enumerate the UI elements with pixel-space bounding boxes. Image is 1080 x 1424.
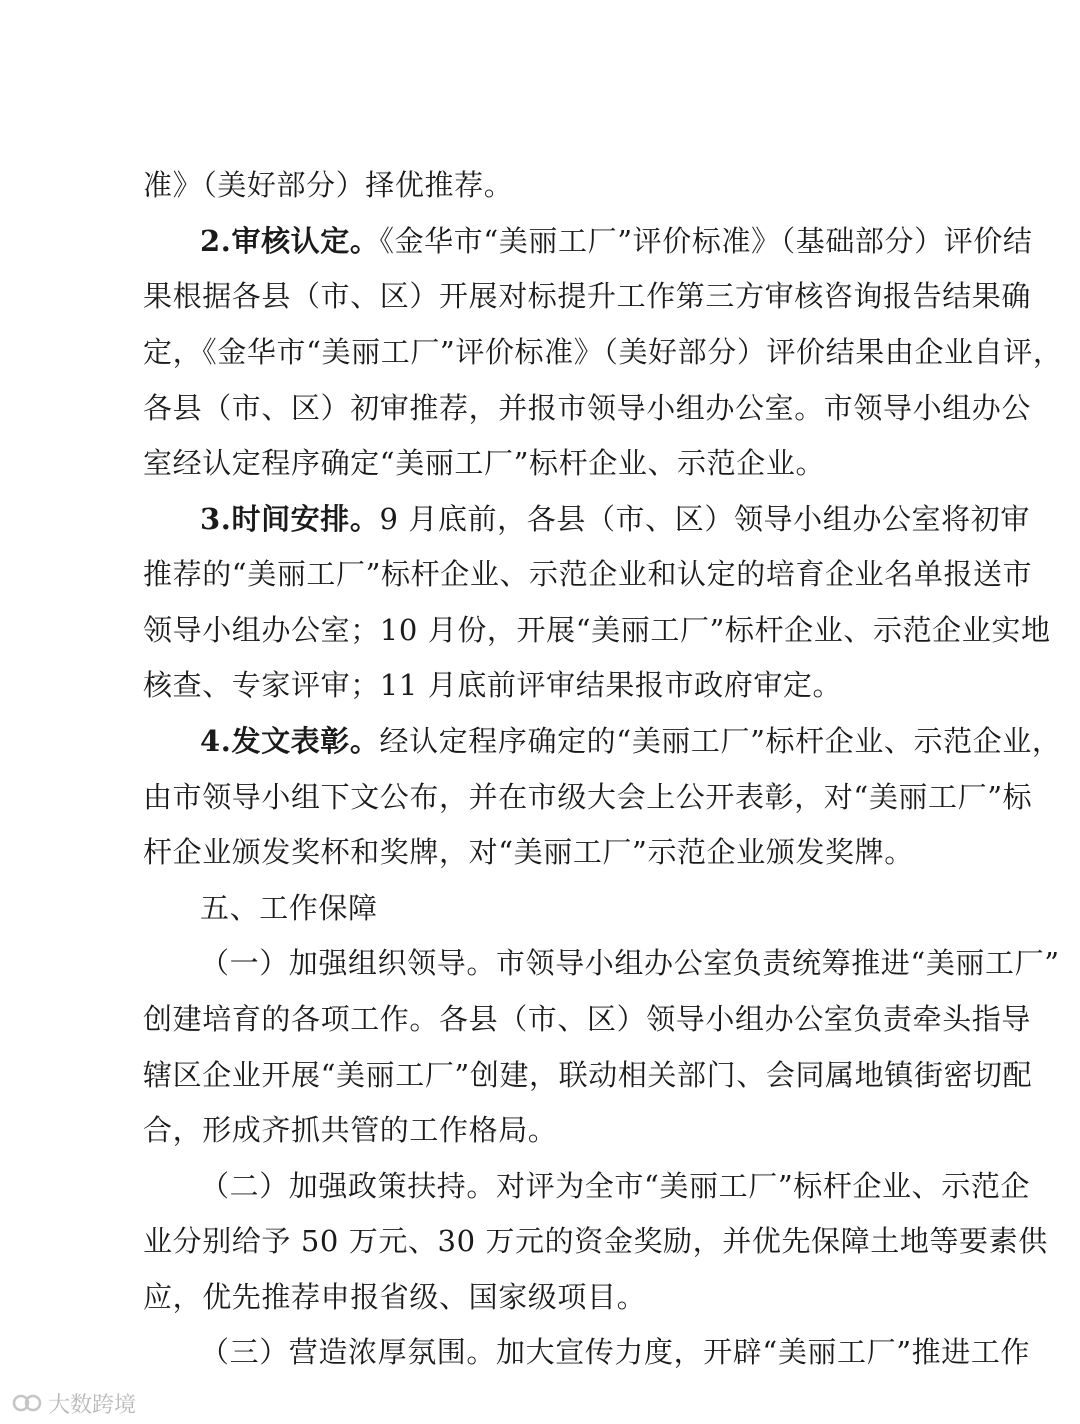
section-heading: 2.审核认定。: [200, 224, 380, 258]
section-heading: 4.发文表彰。: [200, 724, 380, 758]
paragraph-line: [200, 221, 1033, 261]
paragraph-text: 《金华市“美丽工厂”评价标准》（基础部分）评价结: [379, 224, 1033, 258]
watermark: [12, 1388, 136, 1418]
chapter-heading: 五、工作保障: [200, 891, 378, 925]
paragraph-line: [200, 721, 1062, 761]
paragraph-line: 应，优先推荐申报省级、国家级项目。: [143, 1280, 647, 1314]
paragraph-line: 杆企业颁发奖杯和奖牌，对“美丽工厂”示范企业颁发奖牌。: [143, 835, 914, 869]
paragraph-line: 业分别给予 50 万元、30 万元的资金奖励，并优先保障土地等要素供: [143, 1224, 1048, 1258]
paragraph-line: （二）加强政策扶持。对评为全市“美丽工厂”标杆企业、示范企: [200, 1169, 1031, 1203]
paragraph-line: 推荐的“美丽工厂”标杆企业、示范企业和认定的培育企业名单报送市: [143, 557, 1033, 591]
logo-icon: [12, 1390, 42, 1416]
paragraph-line: 创建培育的各项工作。各县（市、区）领导小组办公室负责牵头指导: [143, 1002, 1032, 1036]
paragraph-line: 定，《金华市“美丽工厂”评价标准》（美好部分）评价结果由企业自评，: [143, 335, 1063, 369]
paragraph-line: 合，形成齐抓共管的工作格局。: [143, 1113, 558, 1147]
paragraph-line: （一）加强组织领导。市领导小组办公室负责统筹推进“美丽工厂”: [200, 946, 1060, 980]
paragraph-line: 果根据各县（市、区）开展对标提升工作第三方审核咨询报告结果确: [143, 279, 1032, 313]
paragraph-line: [200, 499, 1030, 539]
watermark-text: 大数跨境: [48, 1392, 137, 1418]
paragraph-line: 由市领导小组下文公布，并在市级大会上公开表彰，对“美丽工厂”标: [143, 780, 1033, 814]
paragraph-line: 各县（市、区）初审推荐，并报市领导小组办公室。市领导小组办公: [143, 391, 1032, 425]
paragraph-text: 经认定程序确定的“美丽工厂”标杆企业、示范企业，: [379, 724, 1062, 758]
paragraph-line: （三）营造浓厚氛围。加大宣传力度，开辟“美丽工厂”推进工作: [200, 1335, 1031, 1369]
paragraph-line: 领导小组办公室；10 月份，开展“美丽工厂”标杆企业、示范企业实地: [143, 613, 1051, 647]
paragraph-line: 准》（美好部分）择优推荐。: [143, 168, 514, 202]
paragraph-text: 9 月底前，各县（市、区）领导小组办公室将初审: [379, 502, 1030, 536]
paragraph-line: 室经认定程序确定“美丽工厂”标杆企业、示范企业。: [143, 446, 826, 480]
paragraph-line: 辖区企业开展“美丽工厂”创建，联动相关部门、会同属地镇街密切配: [143, 1058, 1033, 1092]
section-heading: 3.时间安排。: [200, 502, 380, 536]
paragraph-line: 核查、专家评审；11 月底前评审结果报市政府审定。: [143, 668, 843, 702]
